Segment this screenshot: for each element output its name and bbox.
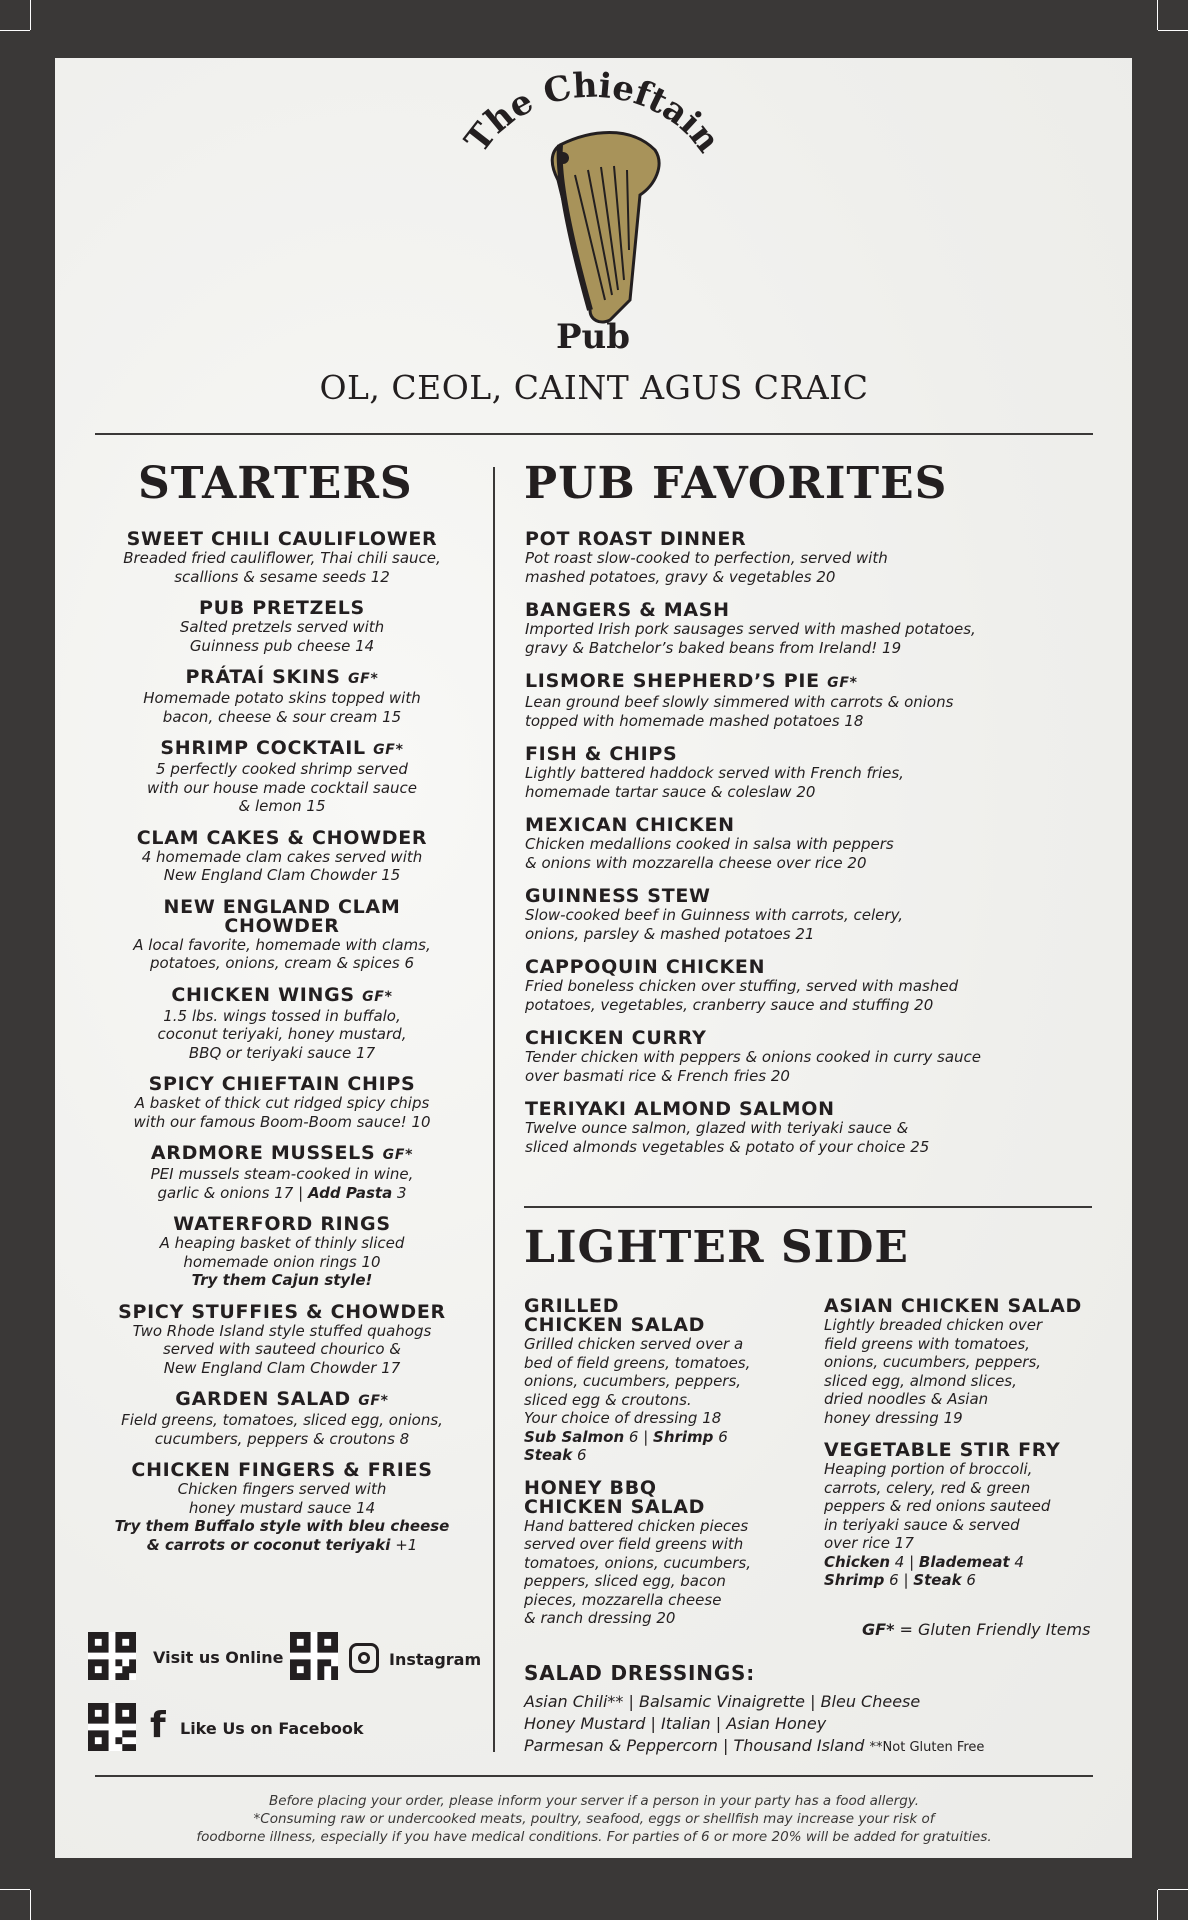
harp-logo	[440, 70, 740, 355]
starters-title: STARTERS	[138, 458, 413, 509]
item-name	[92, 1075, 472, 1094]
footer-divider	[95, 1775, 1093, 1777]
item-name	[525, 1029, 1085, 1048]
menu-item	[525, 601, 1085, 657]
brand-top-text: The Chieftain	[457, 70, 728, 161]
item-addon-line	[824, 1553, 1109, 1572]
item-desc-text: Salted pretzels served with	[179, 618, 385, 636]
item-name: CHICKEN SALAD	[524, 1314, 706, 1336]
item-desc-line	[92, 1184, 472, 1203]
item-name-text: MEXICAN CHICKEN	[525, 814, 735, 836]
item-desc-line: Slow-cooked beef in Guinness with carrots, celery,	[525, 906, 904, 924]
item-desc-line: in teriyaki sauce & served	[824, 1515, 1020, 1534]
menu-item	[92, 826, 472, 885]
item-name-text: SPICY CHIEFTAIN CHIPS	[148, 1073, 416, 1095]
menu-item	[92, 1075, 472, 1131]
item-suggestion-text: & carrots or coconut teriyaki	[146, 1535, 391, 1554]
menu-item	[525, 1100, 1085, 1156]
gf-badge: GF*	[362, 988, 393, 1005]
item-desc-line: field greens with tomatoes,	[824, 1334, 1030, 1353]
item-desc-text: bacon, cheese & sour cream 15	[162, 707, 402, 726]
item-name	[525, 887, 1085, 906]
item-desc-text: 4 homemade clam cakes served with	[141, 847, 423, 866]
item-name	[525, 601, 1085, 620]
visit-online-label[interactable]: Visit us Online	[153, 1648, 284, 1667]
menu-item	[524, 1476, 804, 1628]
addon-price: 6	[961, 1571, 976, 1589]
item-desc-line: Lightly battered haddock served with French fries,	[525, 764, 904, 782]
crop-mark	[0, 30, 30, 31]
menu-item	[525, 958, 1085, 1014]
menu-item	[525, 530, 1085, 586]
item-desc-text: with our famous Boom-Boom sauce! 10	[133, 1112, 431, 1131]
item-desc-line	[92, 1234, 472, 1253]
item-desc-line	[92, 1480, 472, 1499]
footer-disclaimer	[120, 1792, 1068, 1846]
dressing-line: Honey Mustard | Italian | Asian Honey	[524, 1714, 827, 1733]
item-desc-line: onions, cucumbers, peppers,	[824, 1353, 1042, 1371]
item-name-text: LISMORE SHEPHERD’S PIE	[525, 670, 820, 692]
item-desc-line: peppers & red onions sauteed	[824, 1497, 1051, 1515]
item-desc-line	[92, 689, 472, 708]
item-desc-line: served over field greens with	[524, 1535, 744, 1553]
item-desc-line: sliced egg, almond slices,	[824, 1371, 1017, 1390]
addon-price: 6	[572, 1446, 587, 1464]
item-desc-line	[92, 760, 472, 779]
item-suggestion	[92, 1271, 472, 1290]
menu-item	[524, 1297, 804, 1465]
item-desc-line: honey dressing 19	[824, 1408, 963, 1427]
addon-name: Chicken	[824, 1552, 891, 1571]
not-gluten-free-note: **Not Gluten Free	[869, 1740, 985, 1755]
item-desc-line	[92, 1340, 472, 1359]
addon-price: 6 |	[624, 1427, 654, 1446]
item-desc-line: gravy & Batchelor’s baked beans from Ireland! 19	[525, 638, 902, 657]
addon-name: Steak	[913, 1571, 962, 1589]
item-desc-text: Homemade potato skins topped with	[143, 689, 421, 707]
addon-name: Steak	[524, 1446, 573, 1464]
item-desc-line	[92, 637, 472, 656]
item-desc-line	[92, 779, 472, 798]
item-name	[92, 1461, 472, 1480]
item-desc-line: bed of field greens, tomatoes,	[524, 1353, 751, 1372]
menu-item	[92, 739, 472, 816]
item-desc-line: topped with homemade mashed potatoes 18	[525, 711, 864, 730]
item-desc-text: Guinness pub cheese 14	[189, 636, 375, 655]
item-name-text: PRÁTAÍ SKINS	[185, 666, 341, 688]
addon-price: 4	[1009, 1552, 1024, 1571]
item-name	[92, 826, 472, 849]
menu-item	[525, 887, 1085, 943]
item-name	[92, 530, 472, 549]
item-desc-line	[92, 1359, 472, 1378]
addon-name: Shrimp	[824, 1571, 885, 1589]
item-name-text: CAPPOQUIN CHICKEN	[525, 956, 766, 978]
item-name	[92, 1144, 472, 1165]
menu-item	[92, 1144, 472, 1202]
menu-item	[824, 1441, 1109, 1590]
item-desc-text: A basket of thick cut ridged spicy chips	[134, 1094, 430, 1112]
item-name-text: POT ROAST DINNER	[525, 528, 747, 550]
lighter-column-2	[824, 1297, 1109, 1604]
item-desc-line	[92, 618, 472, 637]
item-name-text: CLAM CAKES & CHOWDER	[136, 826, 428, 849]
menu-item	[92, 895, 472, 973]
column-divider	[493, 467, 495, 1752]
gf-badge: GF*	[358, 1393, 389, 1409]
addon-name: Sub Salmon	[524, 1427, 625, 1446]
item-desc-line: & ranch dressing 20	[524, 1609, 676, 1627]
item-name	[525, 672, 1085, 693]
menu-item	[92, 668, 472, 726]
item-name	[92, 983, 472, 1007]
item-name	[525, 530, 1085, 549]
item-desc-line: Fried boneless chicken over stuffing, served with mashed	[525, 977, 959, 995]
item-suggestion	[92, 1536, 472, 1555]
gf-badge: GF*	[347, 671, 379, 687]
item-desc-line	[92, 954, 472, 973]
item-name	[92, 1300, 472, 1323]
item-name-text: SWEET CHILI CAULIFLOWER	[126, 528, 438, 550]
item-addon-line	[524, 1428, 804, 1447]
add-pasta-option: Add Pasta	[307, 1183, 393, 1202]
slogan: OL, CEOL, CAINT AGUS CRAIC	[319, 368, 869, 407]
item-desc-line: Twelve ounce salmon, glazed with teriyaki sauce &	[525, 1119, 909, 1137]
instagram-label[interactable]: Instagram	[389, 1650, 482, 1669]
qr-code-icon[interactable]	[88, 1703, 136, 1751]
header-divider	[95, 433, 1093, 435]
item-name-text: ARDMORE MUSSELS	[150, 1142, 376, 1164]
item-name	[92, 1215, 472, 1234]
facebook-label[interactable]: Like Us on Facebook	[180, 1719, 364, 1738]
item-desc-text: New England Clam Chowder 15	[163, 866, 401, 884]
item-suggestion-price: +1	[395, 1535, 418, 1554]
item-desc-text: scallions & sesame seeds 12	[174, 567, 390, 586]
addon-price: 6	[713, 1427, 728, 1446]
gf-badge: GF*	[382, 1147, 414, 1163]
crop-mark	[1158, 1889, 1188, 1890]
item-name	[525, 1100, 1085, 1119]
item-name	[525, 816, 1085, 835]
item-desc-line: carrots, celery, red & green	[824, 1478, 1031, 1497]
menu-item	[92, 1390, 472, 1448]
item-desc-line: Lightly breaded chicken over	[824, 1316, 1043, 1334]
harp-icon	[552, 133, 659, 322]
item-desc-line: over rice 17	[824, 1534, 914, 1552]
item-desc-line: onions, parsley & mashed potatoes 21	[525, 924, 815, 943]
item-name	[525, 958, 1085, 977]
item-name: GRILLED	[524, 1295, 620, 1317]
item-desc-text: honey mustard sauce 14	[188, 1498, 376, 1517]
item-desc-text: served with sauteed chourico &	[162, 1340, 401, 1358]
menu-item	[525, 745, 1085, 801]
item-name	[162, 895, 402, 937]
lighter-column-1	[524, 1297, 804, 1642]
item-desc-line	[92, 866, 472, 885]
item-addon-line	[524, 1446, 804, 1465]
menu-item	[92, 599, 472, 655]
item-desc-text: homemade onion rings 10	[183, 1252, 381, 1271]
qr-code-icon[interactable]	[88, 1632, 136, 1680]
item-name-text: SPICY STUFFIES & CHOWDER	[118, 1300, 446, 1323]
add-pasta-price: 3	[396, 1183, 407, 1202]
item-desc-line: tomatoes, onions, cucumbers,	[524, 1553, 752, 1572]
item-desc-line	[92, 1113, 472, 1132]
item-desc-line: onions, cucumbers, peppers,	[524, 1372, 742, 1390]
item-name-text: TERIYAKI ALMOND SALMON	[525, 1098, 835, 1120]
addon-name: Blademeat	[918, 1552, 1010, 1571]
item-desc-line	[92, 936, 472, 955]
item-desc-text: 5 perfectly cooked shrimp served	[156, 760, 408, 778]
item-desc-line	[92, 1322, 472, 1341]
item-desc-line	[92, 1253, 472, 1272]
item-desc-line	[92, 1499, 472, 1518]
item-desc-line: homemade tartar sauce & coleslaw 20	[525, 782, 816, 801]
menu-item	[525, 1029, 1085, 1085]
dressings-title: SALAD DRESSINGS:	[524, 1661, 756, 1685]
dressing-line: Parmesan & Peppercorn | Thousand Island **Not Gluten Free	[524, 1736, 985, 1755]
lighter-divider	[524, 1206, 1092, 1208]
crop-mark	[0, 1889, 30, 1890]
gf-note: GF* = Gluten Friendly Items	[862, 1620, 1091, 1639]
item-name	[92, 1390, 472, 1411]
item-name-text: WATERFORD RINGS	[173, 1213, 391, 1235]
item-desc-line: Imported Irish pork sausages served with mashed potatoes,	[525, 620, 976, 638]
item-name: ASIAN CHICKEN SALAD	[824, 1295, 1083, 1317]
item-desc-text: Breaded fried cauliflower, Thai chili sauce,	[123, 549, 441, 567]
item-desc-text: Chicken fingers served with	[177, 1480, 387, 1498]
crop-mark	[1157, 0, 1158, 30]
favorites-title: PUB FAVORITES	[524, 458, 948, 509]
crop-mark	[1157, 1890, 1158, 1920]
item-desc-text: A heaping basket of thinly sliced	[159, 1234, 405, 1252]
item-name	[92, 739, 472, 760]
footer-line: Before placing your order, please inform your server if a person in your party has a food allergy.	[268, 1793, 920, 1809]
menu-item	[92, 1461, 472, 1554]
item-desc-text: potatoes, onions, cream & spices 6	[149, 954, 415, 972]
item-name-text: CHICKEN FINGERS & FRIES	[131, 1459, 433, 1481]
menu-item	[92, 530, 472, 586]
item-desc-line: peppers, sliced egg, bacon	[524, 1572, 726, 1590]
item-name	[92, 599, 472, 618]
footer-line: foodborne illness, especially if you have medical conditions. For parties of 6 or more 20% will be added for gratuities.	[196, 1829, 992, 1845]
item-desc-line: Heaping portion of broccoli,	[824, 1460, 1033, 1478]
item-name-text: NEW ENGLAND CLAM CHOWDER	[163, 895, 401, 937]
item-desc-text: Field greens, tomatoes, sliced egg, onions,	[121, 1411, 443, 1429]
addon-price: 6 |	[884, 1571, 914, 1589]
crop-mark	[30, 1890, 31, 1920]
facebook-icon[interactable]: f	[150, 1705, 166, 1746]
item-desc-text: coconut teriyaki, honey mustard,	[157, 1025, 407, 1043]
item-name: VEGETABLE STIR FRY	[824, 1439, 1061, 1461]
item-suggestion-text: Try them Buffalo style with bleu cheese	[114, 1517, 450, 1535]
item-desc-line	[92, 1094, 472, 1113]
instagram-icon[interactable]	[349, 1643, 379, 1673]
item-name	[525, 745, 1085, 764]
item-desc-line: pieces, mozzarella cheese	[524, 1590, 722, 1609]
item-desc-line: sliced egg & croutons.	[524, 1390, 692, 1409]
menu-item	[525, 672, 1085, 730]
menu-item	[92, 1215, 472, 1290]
favorites-list	[525, 530, 1085, 1171]
item-name-text: SHRIMP COCKTAIL	[160, 737, 366, 759]
item-desc-line: Tender chicken with peppers & onions cooked in curry sauce	[525, 1048, 982, 1066]
item-desc-line: Pot roast slow-cooked to perfection, served with	[525, 549, 888, 567]
item-desc-line	[92, 1007, 472, 1026]
addon-price: 4 |	[890, 1552, 919, 1571]
starters-list	[92, 530, 472, 1567]
menu-item	[824, 1297, 1109, 1427]
item-desc-line: Grilled chicken served over a	[524, 1335, 744, 1353]
item-name-text: CHICKEN WINGS	[171, 983, 355, 1006]
item-desc-line: Your choice of dressing 18	[524, 1409, 722, 1427]
item-desc-line	[92, 1430, 472, 1449]
item-name-text: PUB PRETZELS	[199, 597, 365, 619]
menu-item	[525, 816, 1085, 872]
item-desc-line: potatoes, vegetables, cranberry sauce and stuffing 20	[525, 995, 934, 1014]
item-name-text: FISH & CHIPS	[525, 743, 678, 765]
item-desc-line: Chicken medallions cooked in salsa with peppers	[525, 835, 894, 853]
item-desc-line: & onions with mozzarella cheese over rice 20	[525, 853, 867, 872]
item-desc-line: over basmati rice & French fries 20	[525, 1066, 790, 1085]
item-name: CHICKEN SALAD	[524, 1495, 706, 1518]
item-desc-text: garlic & onions 17 |	[157, 1183, 304, 1202]
item-desc-line	[92, 549, 472, 568]
gf-badge: GF*	[373, 742, 404, 758]
dressing-line: Asian Chili** | Balsamic Vinaigrette | Bleu Cheese	[524, 1692, 921, 1711]
item-suggestion-text: Try them Cajun style!	[191, 1271, 373, 1289]
crop-mark	[30, 0, 31, 30]
item-desc-text: with our house made cocktail sauce	[146, 778, 418, 797]
item-desc-text: & lemon 15	[238, 797, 326, 815]
item-desc-line: dried noodles & Asian	[824, 1390, 989, 1408]
item-name-text: GARDEN SALAD	[175, 1388, 351, 1410]
item-desc-text: New England Clam Chowder 17	[163, 1358, 401, 1377]
item-desc-line	[92, 1165, 472, 1184]
item-desc-text: A local favorite, homemade with clams,	[133, 935, 431, 954]
addon-name: Shrimp	[653, 1427, 714, 1446]
item-name: HONEY BBQ	[524, 1476, 657, 1499]
item-name-text: GUINNESS STEW	[525, 885, 711, 907]
item-desc-line	[92, 1044, 472, 1063]
item-desc-text: PEI mussels steam-cooked in wine,	[150, 1165, 414, 1183]
item-desc-line: Lean ground beef slowly simmered with carrots & onions	[525, 693, 954, 711]
qr-code-icon[interactable]	[290, 1632, 338, 1680]
gf-badge: GF*	[827, 675, 858, 691]
menu-item	[92, 983, 472, 1063]
item-desc-text: Two Rhode Island style stuffed quahogs	[132, 1321, 432, 1340]
item-desc-line	[92, 1411, 472, 1430]
item-desc-line: mashed potatoes, gravy & vegetables 20	[525, 567, 836, 586]
item-addon-line	[824, 1571, 1109, 1590]
item-desc-text: cucumbers, peppers & croutons 8	[154, 1429, 410, 1448]
item-desc-line	[92, 708, 472, 727]
item-desc-line	[92, 568, 472, 587]
lighter-title: LIGHTER SIDE	[524, 1222, 909, 1273]
crop-mark	[1158, 30, 1188, 31]
salad-dressings	[524, 1661, 1114, 1759]
item-desc-text: BBQ or teriyaki sauce 17	[188, 1043, 376, 1062]
item-desc-line	[92, 1025, 472, 1044]
menu-item	[92, 1300, 472, 1378]
item-desc-line: Hand battered chicken pieces	[524, 1516, 749, 1535]
item-name-text: CHICKEN CURRY	[525, 1027, 707, 1049]
item-desc-text: 1.5 lbs. wings tossed in buffalo,	[163, 1006, 401, 1025]
item-desc-line	[92, 848, 472, 867]
item-suggestion	[92, 1517, 472, 1536]
footer-line: *Consuming raw or undercooked meats, poultry, seafood, eggs or shellfish may increase your risk of	[253, 1811, 935, 1827]
item-name-text: BANGERS & MASH	[525, 599, 730, 621]
item-desc-line	[92, 797, 472, 816]
item-name	[92, 668, 472, 689]
item-desc-line: sliced almonds vegetables & potato of your choice 25	[525, 1137, 930, 1156]
brand-bottom-text: Pub	[555, 317, 631, 355]
